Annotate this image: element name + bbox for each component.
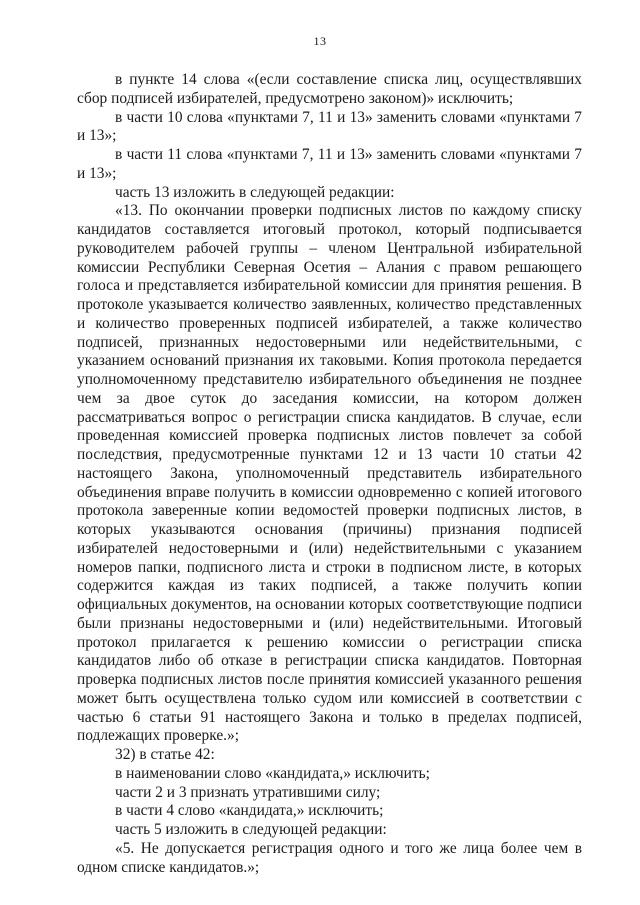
page-number: 13 (313, 34, 327, 48)
paragraph-article-42-parts-2-3: части 2 и 3 признать утратившими силу; (115, 783, 381, 801)
paragraph-article-42-part-4: в части 4 слово «кандидата,» исключить; (115, 802, 384, 820)
paragraph-article-42-title: в наименовании слово «кандидата,» исключить; (115, 764, 430, 782)
paragraph-article-42-part-5-text: «5. Не допускается регистрация одного и того же лица более чем в одном списке кандидатов.»; (77, 839, 582, 876)
paragraph-article-42-heading: 32) в статье 42: (115, 746, 215, 763)
paragraph-part-11: в части 11 слова «пунктами 7, 11 и 13» заменить словами «пунктами 7 и 13»; (77, 146, 582, 182)
paragraph-part-13-text: «13. По окончании проверки подписных листов по каждому списку кандидатов составляется итоговый протокол, который подписывается руководителем рабочей группы – членом Центральной избирательной комиссии Республики Северная Осетия – Алания с правом решающего голоса и представляется избирательной комиссии для принятия решения. В протоколе указывается количество заявленных, количество представленных и количество проверенных подписей избирателей, а также количество подписей, признанных недостоверными или недействительными, с указанием оснований признания их таковыми. Копия протокола передается уполномоченному представителю избирательного объединения не позднее чем за двое суток до заседания комиссии, на котором должен рассматриваться вопрос о регистрации списка кандидатов. В случае, если проведенная комиссией проверка подписных листов повлечет за собой последствия, предусмотренные пунктами 12 и 13 части 10 статьи 42 настоящего Закона, уполномоченный представитель избирательного объединения вправе получить в комиссии одновременно с копией итогового протокола заверенные копии ведомостей проверки подписных листов, в которых указываются основания (причины) признания подписей избирателей недостоверными и (или) недействительными с указанием номеров папки, подписного листа и строки в подписном листе, в которых содержится каждая из таких подписей, а также получить копии официальных документов, на основании которых соответствующие подписи были признаны недостоверными и (или) недействительными. Итоговый протокол прилагается к решению комиссии о регистрации списка кандидатов либо об отказе в регистрации списка кандидатов. Повторная проверка подписных листов после принятия комиссией указанного решения может быть осуществлена только судом или комиссией в соответствии с частью 6 статьи 91 настоящего Закона и только в пределах подписей, подлежащих проверке.»; (77, 202, 582, 745)
paragraph-part-13-intro: часть 13 изложить в следующей редакции: (115, 183, 395, 201)
document-body (77, 71, 582, 877)
paragraph-article-42-part-5-intro: часть 5 изложить в следующей редакции: (115, 821, 387, 838)
paragraph-part-10: в части 10 слова «пунктами 7, 11 и 13» заменить словами «пунктами 7 и 13»; (77, 108, 582, 145)
paragraph-item-14: в пункте 14 слова «(если составление списка лиц, осуществлявших сбор подписей избирателей, предусмотрено законом)» исключить; (77, 71, 582, 107)
